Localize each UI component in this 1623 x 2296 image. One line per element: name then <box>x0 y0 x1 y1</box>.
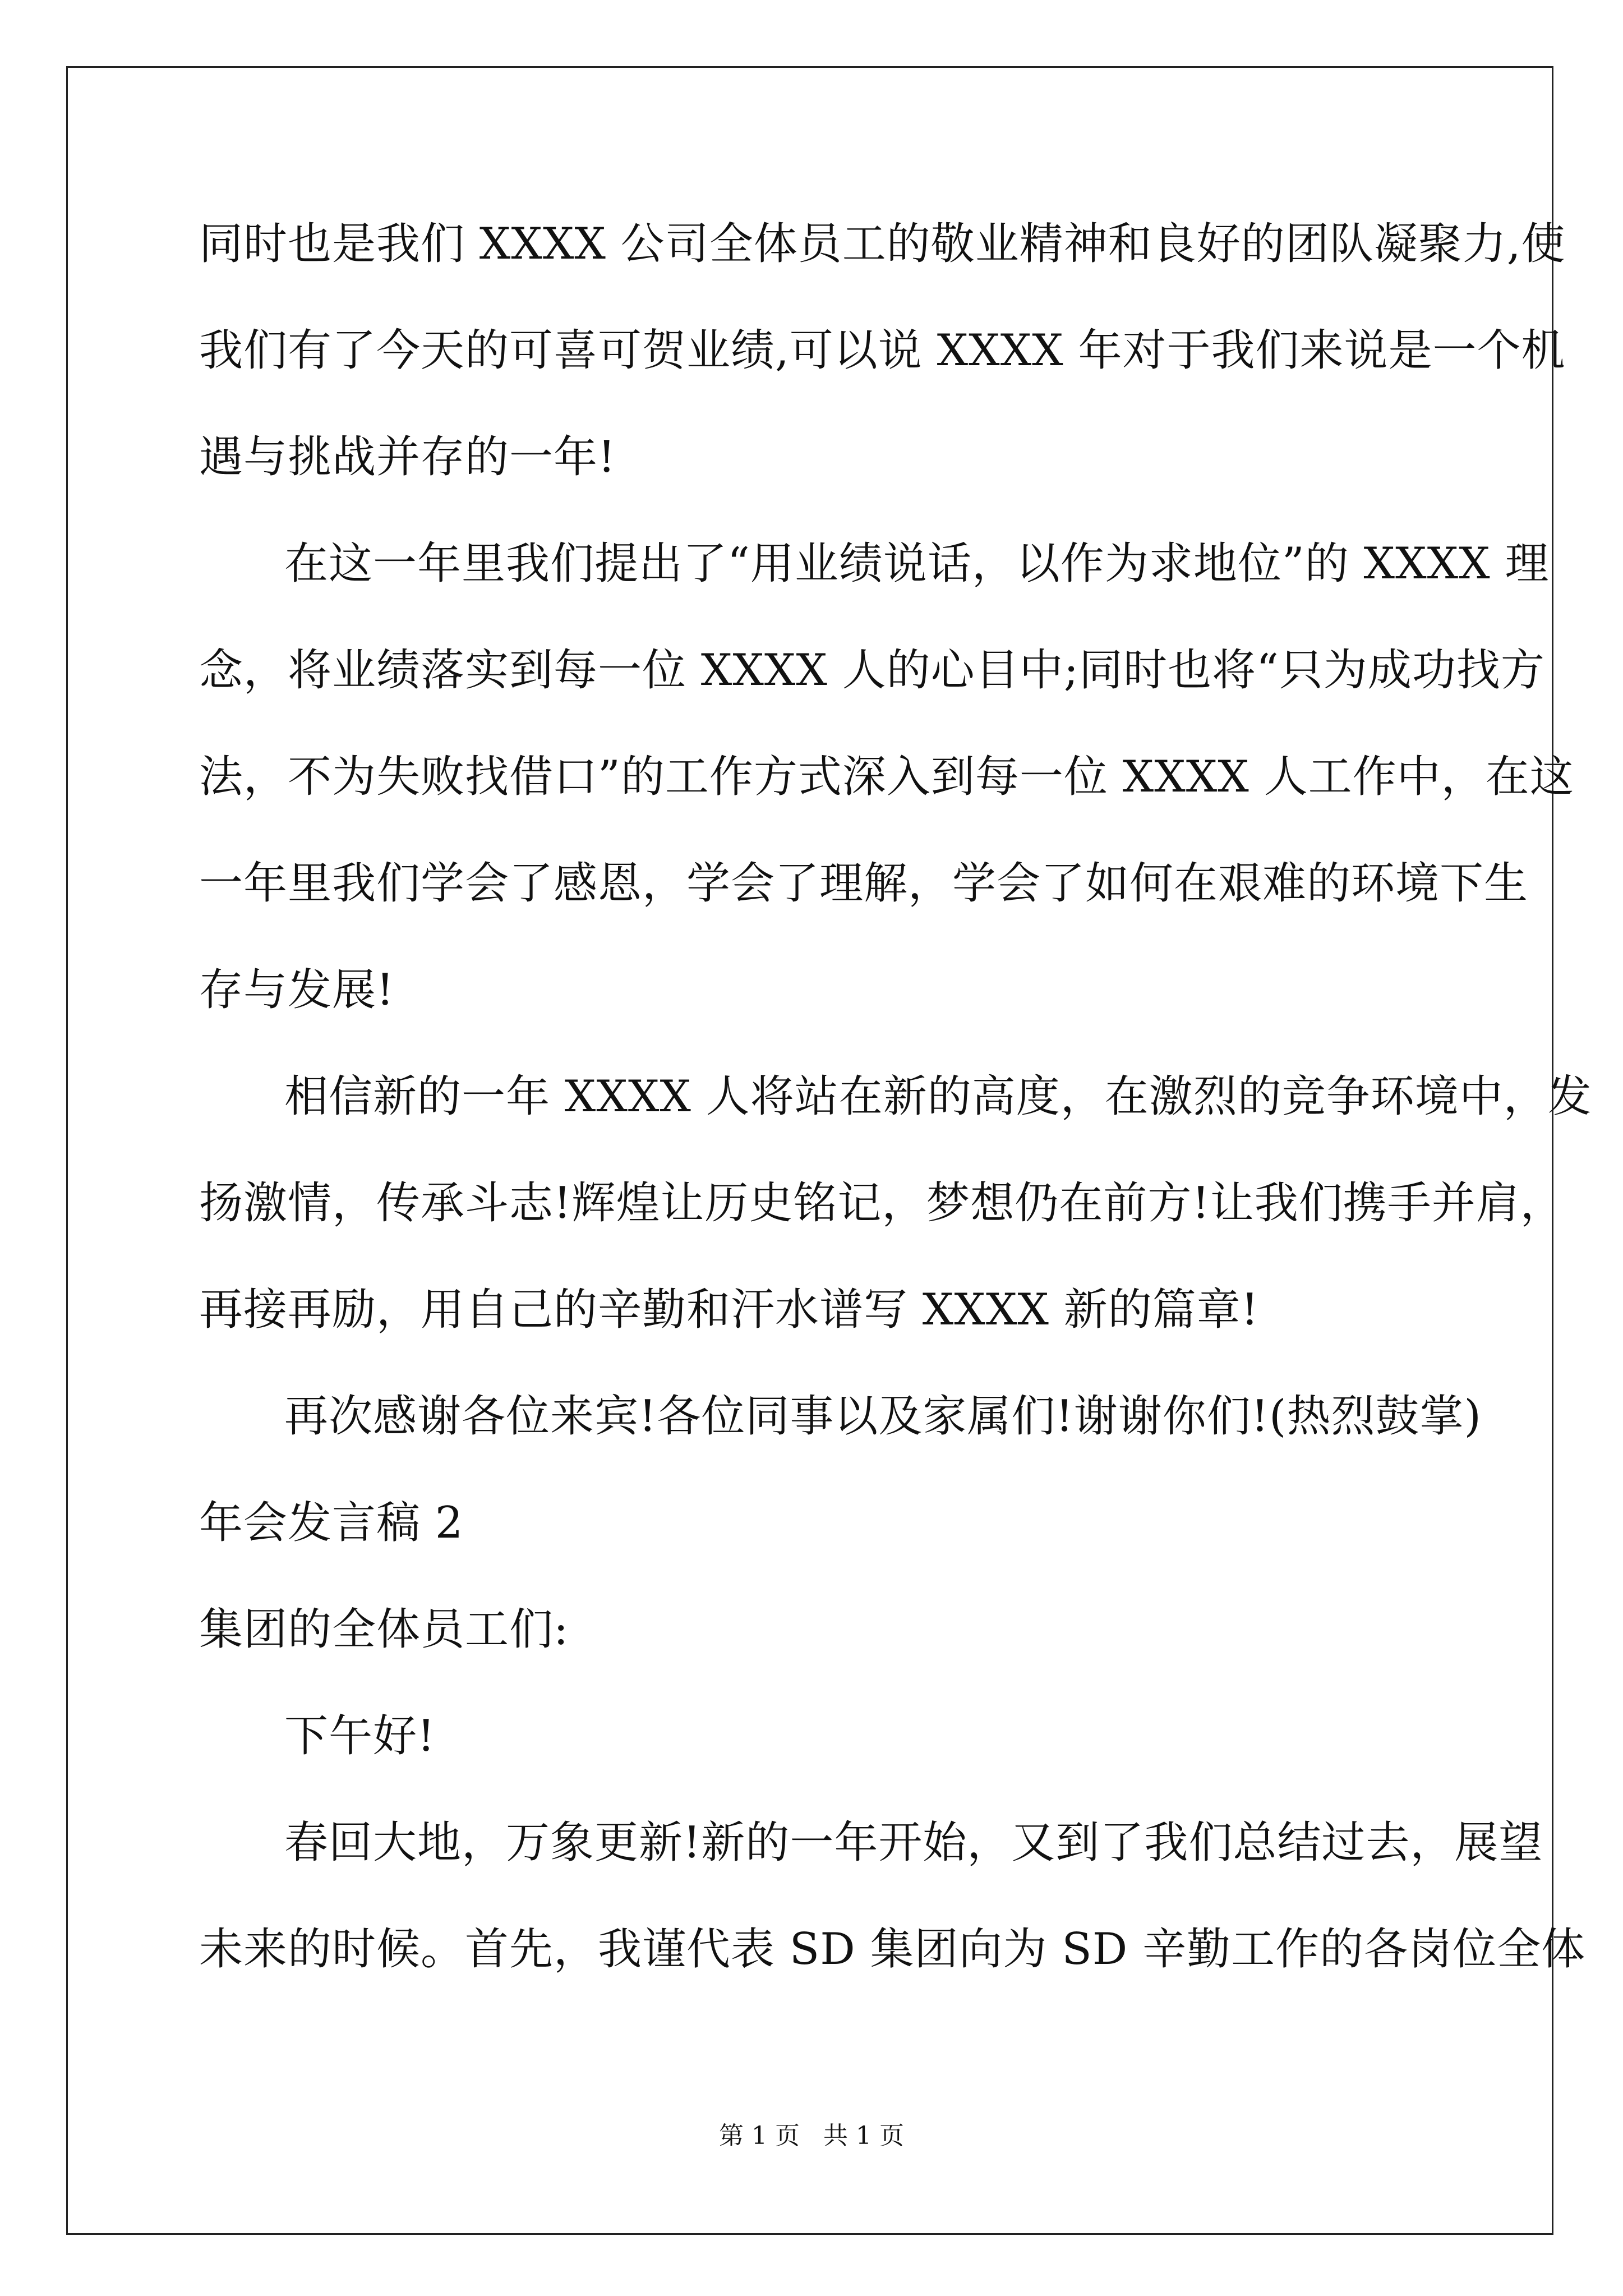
text-line-17: 未来的时候。首先，我谨代表 SD 集团向为 SD 辛勤工作的各岗位全体 <box>199 1924 1586 1975</box>
text-line-16: 春回大地，万象更新!新的一年开始，又到了我们总结过去，展望 <box>284 1818 1543 1868</box>
text-line-12: 再次感谢各位来宾!各位同事以及家属们!谢谢你们!(热烈鼓掌) <box>284 1391 1482 1442</box>
text-line-2: 我们有了今天的可喜可贺业绩,可以说 XXXX 年对于我们来说是一个机 <box>199 325 1566 376</box>
text-line-7: 一年里我们学会了感恩，学会了理解，学会了如何在艰难的环境下生 <box>199 858 1529 909</box>
text-line-4: 在这一年里我们提出了“用业绩说话，以作为求地位”的 XXXX 理 <box>284 539 1550 589</box>
text-line-6: 法，不为失败找借口”的工作方式深入到每一位 XXXX 人工作中，在这 <box>199 752 1574 802</box>
page-number-footer: 第 1 页 共 1 页 <box>719 2122 904 2150</box>
text-line-10: 扬激情，传承斗志!辉煌让历史铭记，梦想仍在前方!让我们携手并肩， <box>199 1178 1565 1228</box>
text-line-8: 存与发展! <box>199 965 395 1015</box>
text-line-9: 相信新的一年 XXXX 人将站在新的高度，在激烈的竞争环境中，发 <box>284 1071 1592 1122</box>
text-line-11: 再接再励，用自己的辛勤和汗水谱写 XXXX 新的篇章! <box>199 1285 1260 1335</box>
text-line-5: 念，将业绩落实到每一位 XXXX 人的心目中;同时也将“只为成功找方 <box>199 645 1545 696</box>
document-body <box>199 213 1592 2025</box>
greeting: 下午好! <box>284 1711 436 1761</box>
section-heading: 年会发言稿 2 <box>199 1498 464 1548</box>
text-line-1: 同时也是我们 XXXX 公司全体员工的敬业精神和良好的团队凝聚力,使 <box>199 219 1566 269</box>
text-line-3: 遇与挑战并存的一年! <box>199 432 616 482</box>
salutation: 集团的全体员工们: <box>199 1604 569 1655</box>
